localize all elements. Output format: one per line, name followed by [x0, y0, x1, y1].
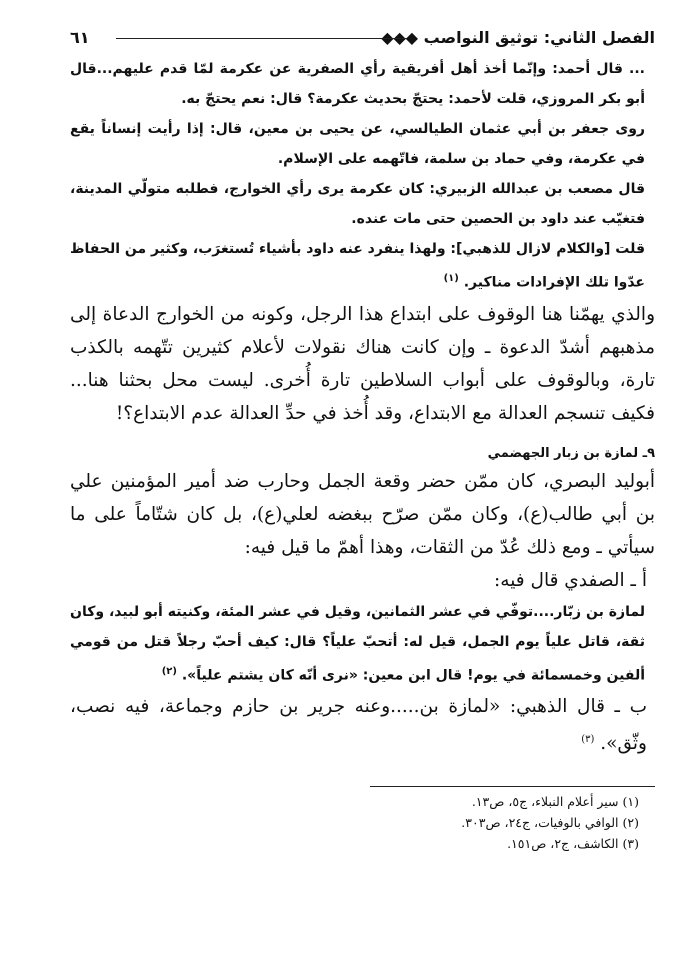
page-number: ٦١	[70, 28, 90, 47]
book-page	[70, 26, 655, 854]
footnote-item: (٣) الكاشف، ج٢، ص١٥١.	[507, 836, 639, 852]
footnote-item: (١) سير أعلام النبلاء، ج٥، ص١٣.	[471, 794, 639, 810]
header-rule	[116, 38, 407, 39]
quote-paragraph: قال مصعب بن عبدالله الزبيري: كان عكرمة يرى رأي الخوارج، فطلبه متولّي المدينة، فتغيّب عند داود بن الحصين حتى مات عنده.	[70, 181, 645, 227]
section-heading: ٩ـ لمازة بن زبار الجهضمي	[487, 445, 655, 461]
sub-heading-a: أ ـ الصفدي قال فيه:	[494, 569, 647, 591]
footnote-ref: (١)	[443, 273, 459, 284]
footnotes	[70, 791, 639, 854]
footnote-item: (٢) الوافي بالوفيات، ج٢٤، ص٣٠٣.	[461, 815, 639, 831]
chapter-title: الفصل الثاني: توثيق النواصب ◆◆◆	[381, 28, 655, 47]
footnote-rule	[370, 786, 655, 787]
footnote-ref: (٣)	[581, 734, 595, 746]
body-paragraph: والذي يهمّنا هنا الوقوف على ابتداع هذا الرجل، وكونه من الخوارج الدعاة إلى مذهبهم أشدّ الدعوة ـ وإن كانت هناك نقولات لأعلام كثيرين تتّهمه بالكذب تارة، وبالوقوف على أبواب السلاطين تارة أُخرى. ليست محل بحثنا هنا... فكيف تنسجم العدالة مع الابتداع، وقد أُخذ في حدِّ العدالة عدم الابتداع؟!	[70, 303, 655, 424]
quote-paragraph: روى جعفر بن أبي عثمان الطيالسي، عن يحيى بن معين، قال: إذا رأيت إنساناً يقع في عكرمة، وفي حماد بن سلمة، فاتّهمه على الإسلام.	[70, 121, 645, 167]
quote-a-text: لمازة بن زبّار....توفّي في عشر الثمانين، وقيل في عشر المئة، وكنيته أبو لبيد، وكان ثقة، قاتل علياً يوم الجمل، قيل له: أتحبّ علياً؟ قال: كيف أحبّ رجلاً قتل من قومي ألفين وخمسمائة في يوم! قال ابن معين: «نرى أنّه كان يشتم علياً».	[70, 603, 645, 684]
section-paragraph: أبوليد البصري، كان ممّن حضر وقعة الجمل وحارب ضد أمير المؤمنين علي بن أبي طالب(ع)، وكان ممّن صرّح ببغضه لعلي(ع)، بل كان شتّاماً على ما سيأتي ـ ومع ذلك عُدّ من الثقات، وهذا أهمّ ما قيل فيه:	[70, 470, 655, 558]
sub-b-text: ب ـ قال الذهبي: «لمازة بن.....وعنه جرير بن حازم وجماعة، فيه نصب، وثّق».	[70, 696, 647, 755]
quote-block	[70, 54, 655, 298]
quote-paragraph	[70, 234, 645, 298]
running-header	[70, 26, 655, 52]
quote-paragraph: ... قال أحمد: وإنّما أخذ أهل أفريقية رأي الصفرية عن عكرمة لمّا قدم عليهم...قال أبو بكر المروزي، قلت لأحمد: يحتجّ بحديث عكرمة؟ قال: نعم يحتجّ به.	[70, 61, 645, 107]
sub-heading-b	[70, 690, 647, 760]
quote-text: قلت [والكلام لازال للذهبي]: ولهذا ينفرد عنه داود بأشياء تُستغرَب، وكثير من الحفاظ عدّوا تلك الإفرادات مناكير.	[69, 241, 645, 291]
footnote-ref: (٢)	[161, 665, 177, 677]
quote-a	[70, 597, 645, 691]
